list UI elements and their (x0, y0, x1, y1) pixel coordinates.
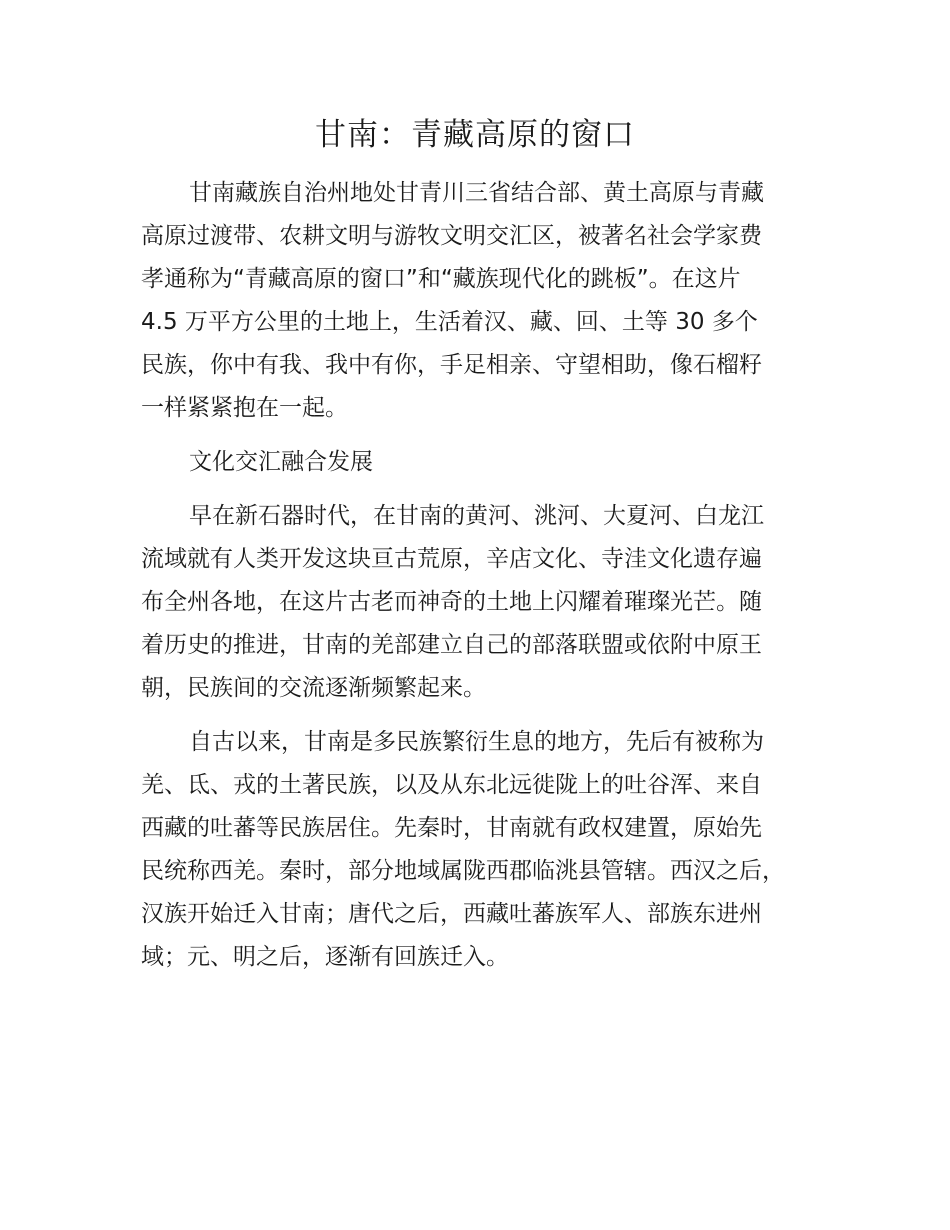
text-line: 自古以来，甘南是多民族繁衍生息的地方，先后有被称为 (189, 729, 764, 755)
paragraph-intro (141, 172, 831, 430)
section-heading (141, 441, 831, 484)
text-line: 羌、氐、戎的土著民族，以及从东北远徙陇上的吐谷浑、来自 (141, 772, 762, 798)
document-body (141, 172, 831, 990)
text-line: 汉族开始迁入甘南；唐代之后，西藏吐蕃族军人、部族东进州 (141, 901, 762, 927)
text-line: 一样紧紧抱在一起。 (141, 395, 348, 421)
paragraph-peoples (141, 721, 831, 979)
text-line: 4.5 万平方公里的土地上，生活着汉、藏、回、土等 30 多个 (141, 309, 758, 335)
text-line: 民统称西羌。秦时，部分地域属陇西郡临洮县管辖。西汉之后， (141, 858, 785, 884)
paragraph-history (141, 495, 831, 710)
text-line: 域；元、明之后，逐渐有回族迁入。 (141, 944, 509, 970)
section-heading-text: 文化交汇融合发展 (189, 449, 373, 475)
text-line: 民族，你中有我、我中有你，手足相亲、守望相助，像石榴籽 (141, 352, 762, 378)
text-line: 西藏的吐蕃等民族居住。先秦时，甘南就有政权建置，原始先 (141, 815, 762, 841)
text-line: 高原过渡带、农耕文明与游牧文明交汇区，被著名社会学家费 (141, 223, 762, 249)
text-line: 布全州各地，在这片古老而神奇的土地上闪耀着璀璨光芒。随 (141, 589, 762, 615)
text-line: 流域就有人类开发这块亘古荒原，辛店文化、寺洼文化遗存遍 (141, 546, 762, 572)
text-line: 着历史的推进，甘南的羌部建立自己的部落联盟或依附中原王 (141, 632, 762, 658)
document-title: 甘南：青藏高原的窗口 (315, 117, 635, 153)
text-line: 孝通称为“青藏高原的窗口”和“藏族现代化的跳板”。在这片 (141, 266, 741, 292)
text-line: 甘南藏族自治州地处甘青川三省结合部、黄土高原与青藏 (189, 180, 764, 206)
text-line: 朝，民族间的交流逐渐频繁起来。 (141, 675, 486, 701)
text-line: 早在新石器时代，在甘南的黄河、洮河、大夏河、白龙江 (189, 503, 764, 529)
